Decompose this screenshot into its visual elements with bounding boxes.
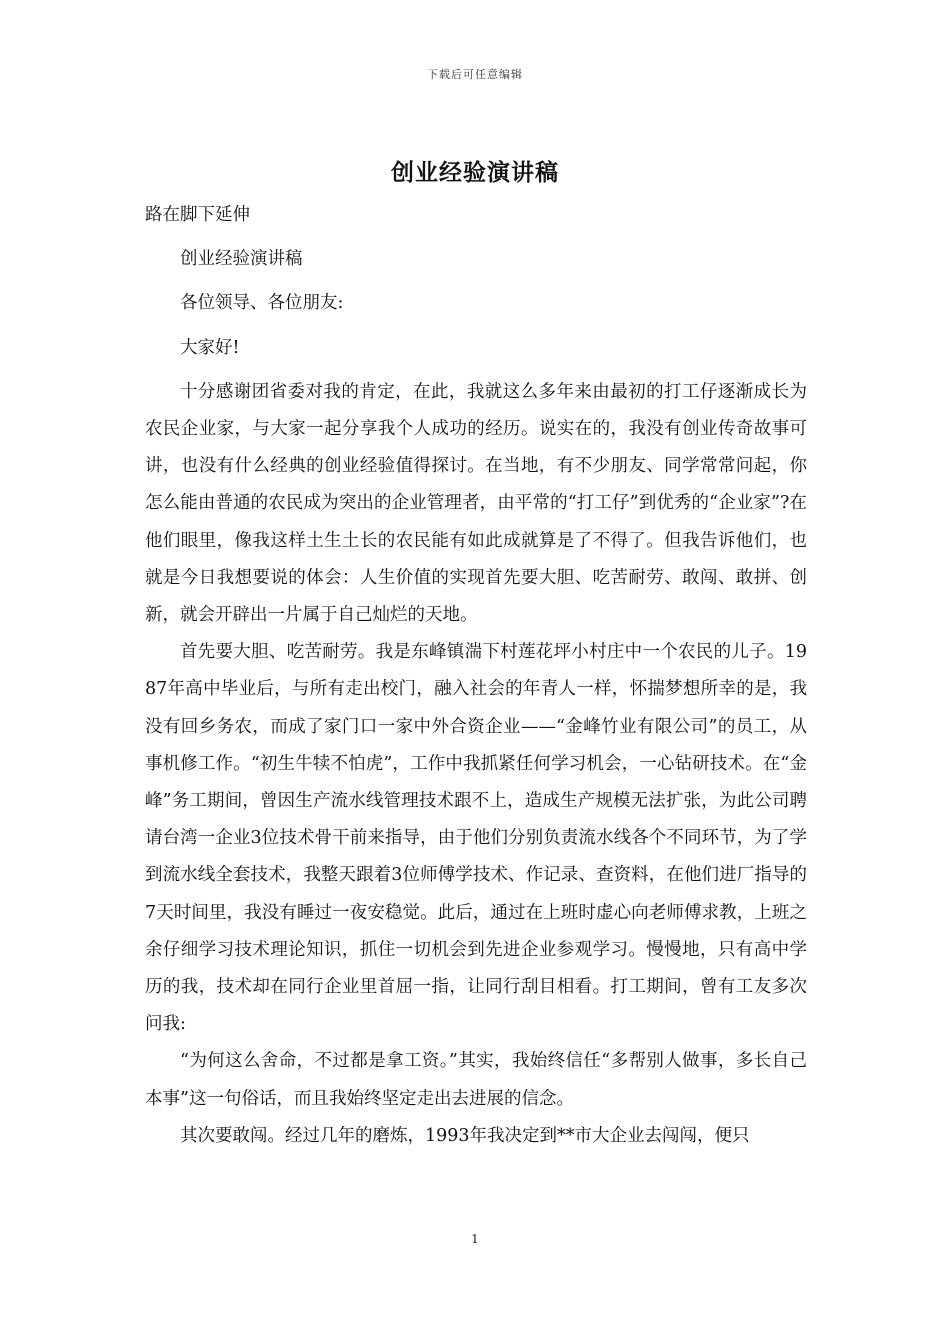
paragraph-salutation: 各位领导、各位朋友:: [180, 293, 344, 314]
paragraph-first-point: 首先要大胆、吃苦耐劳。我是东峰镇湍下村莲花坪小村庄中一个农民的儿子。1987年高中毕业后，与所有走出校门，融入社会的年青人一样，怀揣梦想所幸的是，我没有回乡务农，而成了家门口一家中外合资企业——“金峰竹业有限公司”的员工，从事机修工作。“初生牛犊不怕虎”，工作中我抓紧任何学习机会，一心钻研技术。在“金峰”务工期间，曾因生产流水线管理技术跟不上，造成生产规模无法扩张，为此公司聘请台湾一企业3位技术骨干前来指导，由于他们分别负责流水线各个不同环节，为了学到流水线全套技术，我整天跟着3位师傅学技术、作记录、查资料，在他们进厂指导的7天时间里，我没有睡过一夜安稳觉。此后，通过在上班时虚心向老师傅求教，上班之余仔细学习技术理论知识，抓住一切机会到先进企业参观学习。慢慢地，只有高中学历的我，技术却在同行企业里首屈一指，让同行刮目相看。打工期间，曾有工友多次问我:: [145, 642, 807, 1035]
page-number: 1: [471, 1232, 479, 1246]
paragraph-quote: “为何这么舍命，不过都是拿工资。”其实，我始终信任“多帮别人做事，多长自己本事”这一句俗话，而且我始终坚定走出去进展的信念。: [145, 1051, 807, 1109]
page-header: 下载后可任意编辑: [427, 68, 523, 81]
paragraph-second-point: 其次要敢闯。经过几年的磨炼，1993年我决定到**市大企业去闯闯，便只: [180, 1125, 750, 1146]
paragraph-speech-title: 创业经验演讲稿: [180, 249, 303, 270]
paragraph-greeting: 大家好!: [180, 337, 240, 358]
document-title: 创业经验演讲稿: [391, 159, 559, 186]
document-body: [145, 197, 807, 1155]
paragraph-subtitle: 路在脚下延伸: [145, 205, 250, 225]
paragraph-intro: 十分感谢团省委对我的肯定，在此，我就这么多年来由最初的打工仔逐渐成长为农民企业家，与大家一起分享我个人成功的经历。说实在的，我没有创业传奇故事可讲，也没有什么经典的创业经验值得探讨。在当地，有不少朋友、同学常常问起，你怎么能由普通的农民成为突出的企业管理者，由平常的“打工仔”到优秀的“企业家”?在他们眼里，像我这样土生土长的农民能有如此成就算是了不得了。但我告诉他们，也就是今日我想要说的体会：人生价值的实现首先要大胆、吃苦耐劳、敢闯、敢拼、创新，就会开辟出一片属于自己灿烂的天地。: [145, 381, 807, 626]
